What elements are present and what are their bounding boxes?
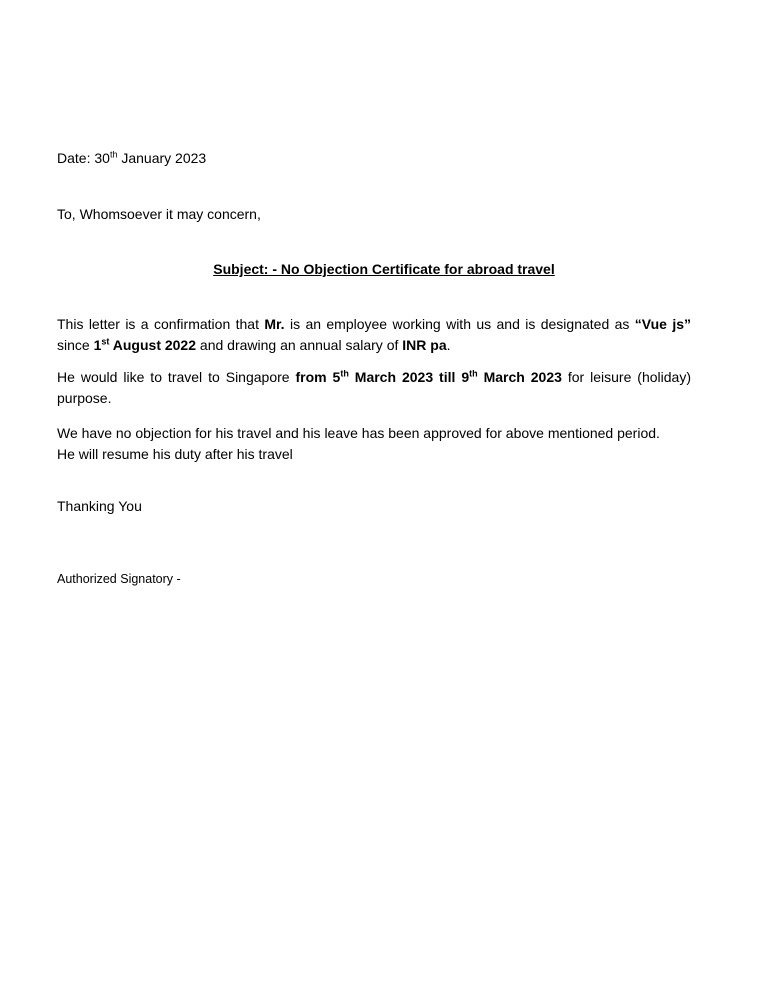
subject-text: Subject: - No Objection Certificate for abroad travel xyxy=(213,261,555,277)
joining-date xyxy=(94,337,196,353)
authorized-signatory: Authorized Signatory - xyxy=(57,572,181,586)
date-text: Date: 30 xyxy=(57,150,110,166)
paragraph-travel xyxy=(57,367,691,409)
travel-till: March 2023 till 9 xyxy=(348,369,470,385)
para1-text-3: since xyxy=(57,337,94,353)
joining-day: 1 xyxy=(93,337,102,353)
para1-text-5: . xyxy=(446,337,451,353)
travel-till-month-year: March 2023 xyxy=(477,369,562,385)
subject-line xyxy=(0,259,768,279)
approval-line-1: We have no objection for his travel and his leave has been approved for above mentioned period. xyxy=(57,425,660,441)
paragraph-confirmation xyxy=(57,314,691,356)
date-line xyxy=(57,148,691,169)
closing: Thanking You xyxy=(57,498,142,514)
para1-text-1: This letter is a confirmation that xyxy=(57,316,265,332)
salary: INR pa xyxy=(402,337,447,353)
para2-text-1: He would like to travel to Singapore xyxy=(57,369,296,385)
travel-from-ordinal: th xyxy=(340,368,349,379)
travel-from: from 5 xyxy=(295,369,341,385)
para1-text-2: is an employee working with us and is designated as xyxy=(284,316,635,332)
designation: “Vue js” xyxy=(634,316,691,332)
travel-till-ordinal: th xyxy=(469,368,478,379)
approval-line-2: He will resume his duty after his travel xyxy=(57,446,293,462)
travel-dates xyxy=(296,369,562,385)
joining-month-year: August 2022 xyxy=(109,337,197,353)
paragraph-approval xyxy=(57,423,691,465)
addressee: To, Whomsoever it may concern, xyxy=(57,206,261,222)
employee-name: Mr. xyxy=(264,316,285,332)
para2-text-2: for leisure (holiday) purpose. xyxy=(57,369,691,406)
date-ordinal: th xyxy=(109,149,118,160)
joining-ordinal: st xyxy=(101,336,110,347)
date-month-year: January 2023 xyxy=(117,150,207,166)
para1-text-4: and drawing an annual salary of xyxy=(196,337,403,353)
